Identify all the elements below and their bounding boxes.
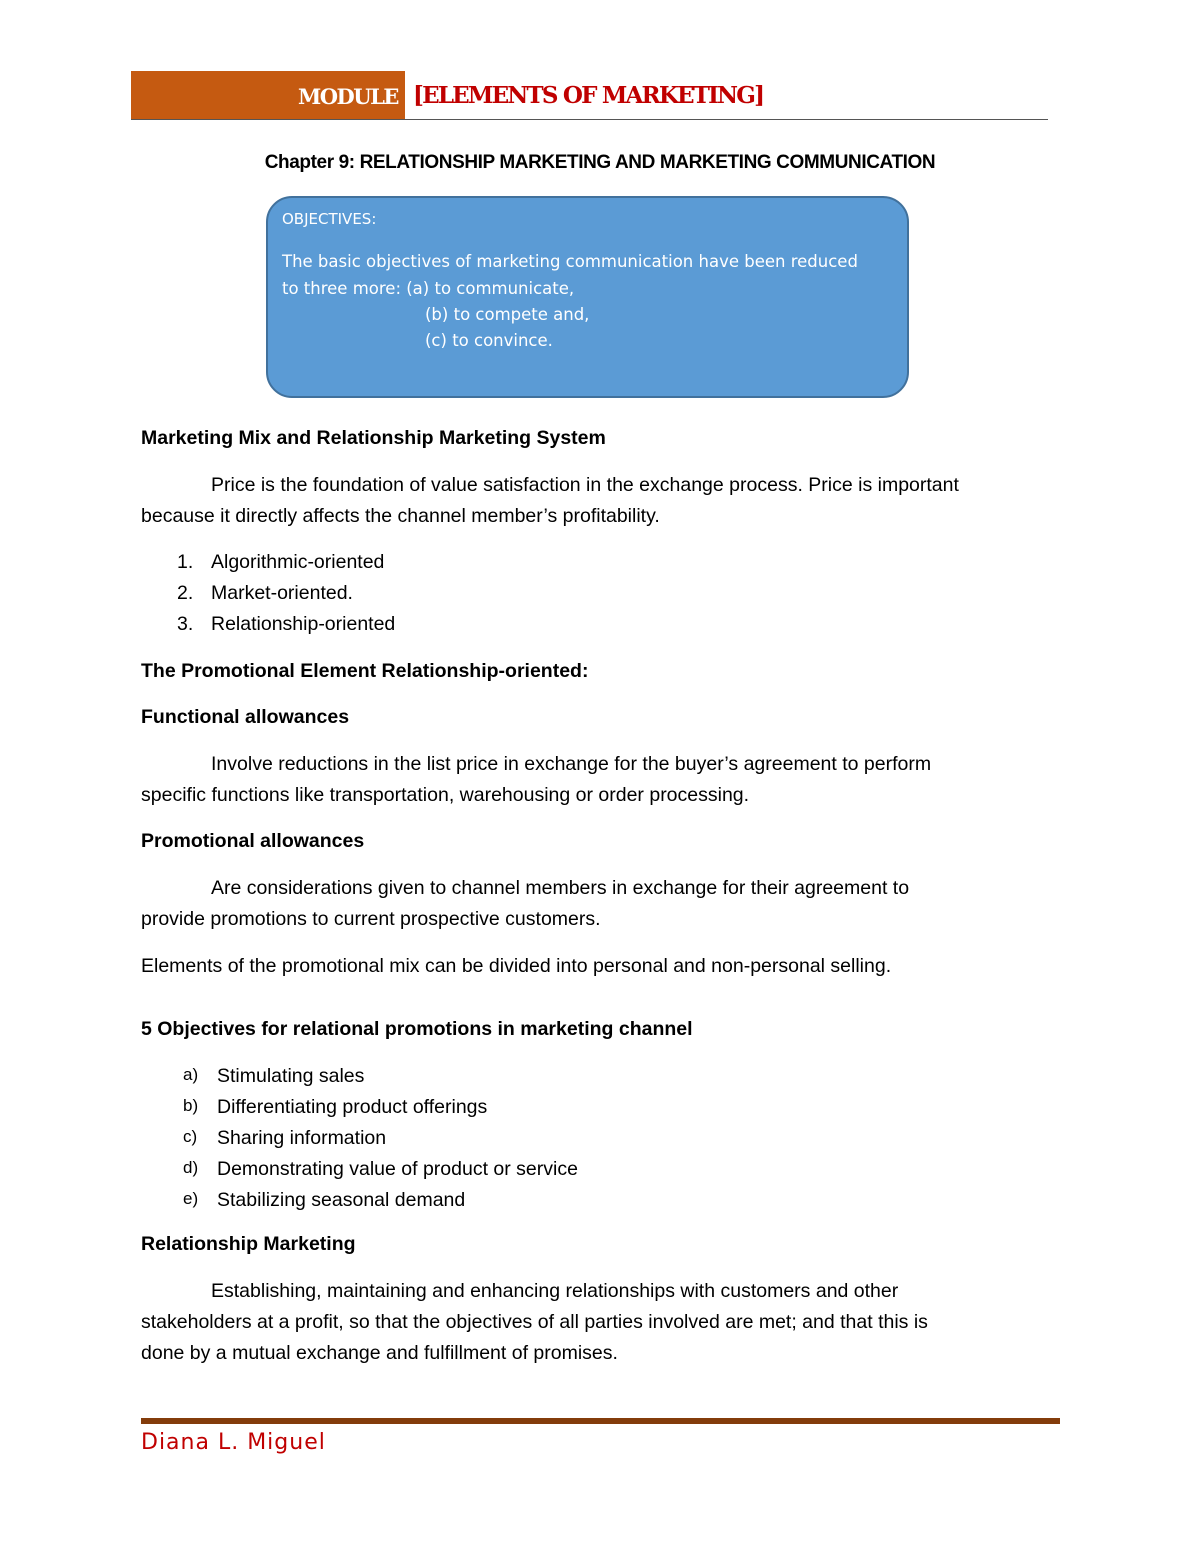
paragraph-relationship-line-1: Establishing, maintaining and enhancing relationships with customers and other [211, 1280, 899, 1302]
list-item: Algorithmic-oriented [211, 551, 385, 573]
list-item: Demonstrating value of product or service [217, 1158, 578, 1180]
paragraph-relationship-line-2: stakeholders at a profit, so that the objectives of all parties involved are met; and that this is [141, 1311, 928, 1333]
objectives-heading: OBJECTIVES: [282, 210, 377, 228]
objectives-line-2: to three more: (a) to communicate, [282, 279, 575, 298]
objectives-line-3: (b) to compete and, [425, 305, 590, 324]
objectives-box [266, 196, 909, 398]
list-letter: a) [183, 1065, 199, 1084]
module-title: [ELEMENTS OF MARKETING] [413, 82, 764, 109]
paragraph-price-line-2: because it directly affects the channel member’s profitability. [141, 505, 660, 527]
list-item: Sharing information [217, 1127, 387, 1149]
section-heading-marketing-mix: Marketing Mix and Relationship Marketing System [141, 427, 606, 449]
list-item: Stimulating sales [217, 1065, 365, 1087]
subheading-functional-allowances: Functional allowances [141, 706, 350, 728]
paragraph-promotional-line-1: Are considerations given to channel members in exchange for their agreement to [211, 877, 910, 899]
list-number: 1. [177, 551, 194, 573]
list-number: 2. [177, 582, 194, 604]
section-heading-five-objectives: 5 Objectives for relational promotions in marketing channel [141, 1018, 693, 1040]
list-letter: d) [183, 1158, 199, 1177]
list-letter: c) [183, 1127, 198, 1146]
list-letter: b) [183, 1096, 199, 1115]
footer-divider [141, 1418, 1060, 1424]
list-item: Relationship-oriented [211, 613, 396, 635]
module-label: MODULE [298, 84, 398, 109]
paragraph-price-line-1: Price is the foundation of value satisfaction in the exchange process. Price is important [211, 474, 959, 496]
list-item: Differentiating product offerings [217, 1096, 488, 1118]
chapter-title: Chapter 9: RELATIONSHIP MARKETING AND MARKETING COMMUNICATION [264, 152, 936, 173]
paragraph-functional-line-1: Involve reductions in the list price in exchange for the buyer’s agreement to perform [211, 753, 932, 775]
subheading-promotional-allowances: Promotional allowances [141, 830, 365, 852]
paragraph-promotional-line-2: provide promotions to current prospective customers. [141, 908, 601, 930]
paragraph-elements: Elements of the promotional mix can be divided into personal and non-personal selling. [141, 955, 892, 977]
section-heading-promotional-element: The Promotional Element Relationship-oriented: [141, 660, 589, 682]
paragraph-functional-line-2: specific functions like transportation, warehousing or order processing. [141, 784, 750, 806]
list-number: 3. [177, 613, 194, 635]
paragraph-relationship-line-3: done by a mutual exchange and fulfillment of promises. [141, 1342, 618, 1364]
header-divider [131, 119, 1048, 120]
objectives-line-1: The basic objectives of marketing communication have been reduced [282, 252, 858, 271]
list-letter: e) [183, 1189, 199, 1208]
list-item: Stabilizing seasonal demand [217, 1189, 466, 1211]
list-item: Market-oriented. [211, 582, 353, 604]
footer-author: Diana L. Miguel [141, 1430, 326, 1455]
objectives-line-4: (c) to convince. [425, 331, 553, 350]
section-heading-relationship-marketing: Relationship Marketing [141, 1233, 356, 1255]
